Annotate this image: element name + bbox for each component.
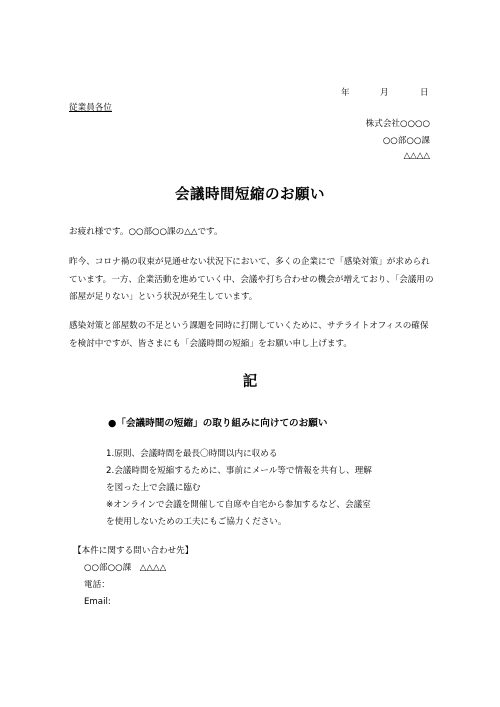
greeting: お疲れ様です。○○部○○課の△△です。 (69, 227, 223, 237)
contact-department-person: ○○部○○課 △△△△ (84, 563, 167, 573)
sender-company: 株式会社○○○○ (365, 119, 430, 129)
list-item-2: 2.会議時間を短縮するために、事前にメール等で情報を共有し、理解を図った上で会議に臨む (106, 466, 372, 494)
body-paragraph-2: 感染対策と部屋数の不足という課題を同時に打開していくために、サテライトオフィスの確保を検討中ですが、皆さまにも「会議時間の短縮」をお願い申し上げます。 (69, 321, 429, 349)
contact-block (73, 543, 193, 611)
date-month: 月 (380, 88, 389, 98)
contact-phone-label: 電話： (84, 580, 110, 590)
contact-email-label: Email: (84, 597, 111, 607)
list-item-1: 1.原則、会議時間を最長〇時間以内に収める (106, 449, 278, 459)
contact-heading: 【本件に関する問い合わせ先】 (73, 546, 194, 556)
recipient: 従業員各位 (69, 103, 112, 113)
list-item-note: ※オンラインで会議を開催して自席や自宅から参加するなど、会議室を使用しないための工夫にもご協力ください。 (106, 500, 371, 528)
sender-name: △△△△ (403, 151, 430, 161)
record-mark: 記 (242, 374, 258, 390)
section-heading: ●「会議時間の短縮」の取り組みに向けてのお願い (108, 418, 328, 429)
sender-department: ○○部○○課 (382, 136, 430, 146)
date-year: 年 (341, 88, 350, 98)
date-day: 日 (420, 88, 429, 98)
document-title: 会議時間短縮のお願い (175, 187, 325, 203)
body-paragraph-1: 昨今、コロナ禍の収束が見通せない状況下において、多くの企業にで「感染対策」が求められています。一方、企業活動を進めていく中、会議や打ち合わせの機会が増えており、「会議用の部屋が足りない」という状況が発生しています。 (69, 257, 434, 302)
date-line (0, 86, 500, 98)
